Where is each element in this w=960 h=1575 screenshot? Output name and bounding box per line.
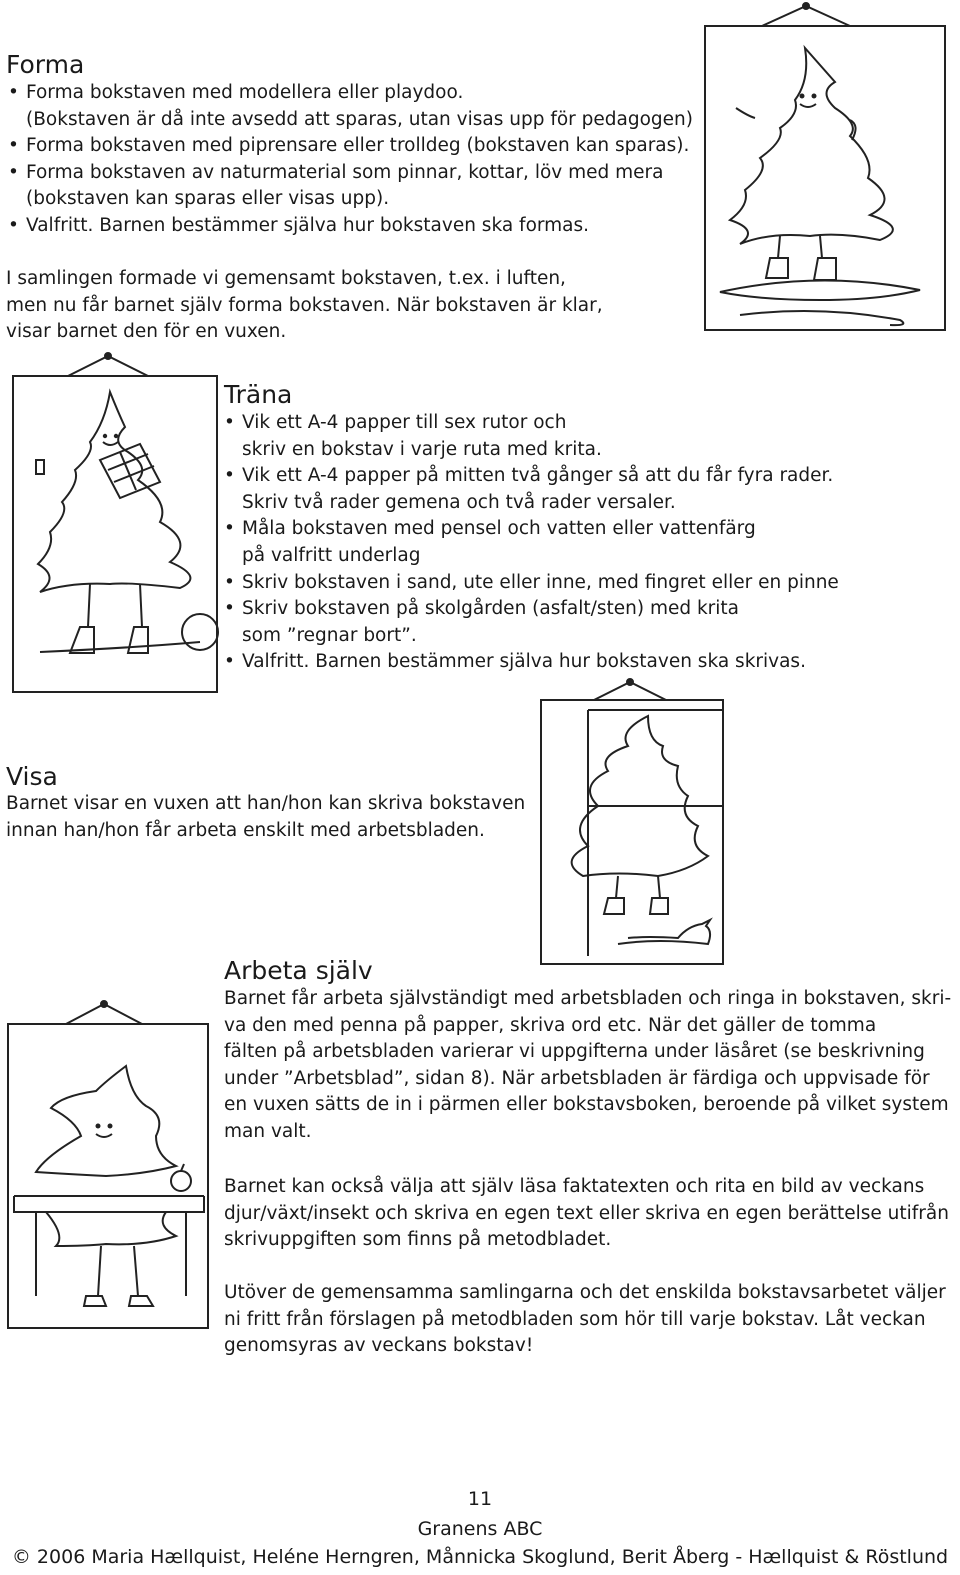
forma-item-line: (Bokstaven är då inte avsedd att sparas, utan visas upp för pedagogen) (26, 108, 693, 130)
forma-heading: Forma (6, 50, 85, 79)
trana-item-line: • Måla bokstaven med pensel och vatten eller vattenfärg (242, 518, 756, 540)
arbeta-heading: Arbeta själv (224, 956, 373, 985)
framed-tree-window-cat-icon (538, 676, 728, 970)
framed-tree-folded-paper-icon (10, 352, 222, 697)
arbeta-line: ni fritt från förslagen på metodbladen som hör till varje bokstav. Låt veckan (224, 1308, 926, 1330)
arbeta-line: skrivuppgiften som finns på metodbladet. (224, 1229, 612, 1251)
forma-note-line: I samlingen formade vi gemensamt bokstaven, t.ex. i luften, (6, 268, 566, 289)
trana-list (222, 410, 952, 676)
arbeta-line: Barnet får arbeta självständigt med arbetsbladen och ringa in bokstaven, skri- (224, 988, 952, 1009)
visa-text (6, 791, 525, 844)
copyright-line: © 2006 Maria Hællquist, Heléne Herngren, Månnicka Skoglund, Berit Åberg - Hællquist & Röstlund (11, 1546, 949, 1568)
forma-item-line: • Valfritt. Barnen bestämmer själva hur bokstaven ska formas. (26, 214, 590, 236)
trana-item-line: skriv en bokstav i varje ruta med krita. (242, 438, 602, 460)
trana-heading: Träna (224, 380, 293, 409)
trana-item (222, 570, 952, 597)
forma-note-line: visar barnet den för en vuxen. (6, 321, 287, 343)
arbeta-line: Utöver de gemensamma samlingarna och det enskilda bokstavsarbetet väljer (224, 1282, 946, 1303)
forma-item-line: • Forma bokstaven med piprensare eller trolldeg (bokstaven kan sparas). (26, 135, 690, 157)
framed-tree-desk-apple-icon (6, 996, 212, 1334)
trana-item (222, 516, 952, 569)
forma-note-line: men nu får barnet själv forma bokstaven. När bokstaven är klar, (6, 294, 603, 316)
forma-item-line: (bokstaven kan sparas eller visas upp). (26, 188, 390, 210)
arbeta-line: Barnet kan också välja att själv läsa faktatexten och rita en bild av veckans (224, 1176, 925, 1197)
trana-item-line: Skriv två rader gemena och två rader versaler. (242, 491, 676, 513)
forma-item (6, 160, 706, 213)
forma-item-line: • Forma bokstaven av naturmaterial som pinnar, kottar, löv med mera (26, 161, 664, 183)
arbeta-paragraph-2 (224, 1174, 949, 1254)
arbeta-line: man valt. (224, 1120, 312, 1142)
forma-item-line: • Forma bokstaven med modellera eller playdoo. (26, 82, 464, 103)
trana-item (222, 649, 952, 676)
trana-item-line: • Skriv bokstaven i sand, ute eller inne, med fingret eller en pinne (242, 571, 839, 593)
arbeta-line: genomsyras av veckans bokstav! (224, 1335, 534, 1357)
visa-line: Barnet visar en vuxen att han/hon kan skriva bokstaven (6, 793, 526, 814)
forma-list (6, 80, 706, 240)
arbeta-line: en vuxen sätts de in i pärmen eller bokstavsboken, beroende på vilket system (224, 1094, 949, 1116)
trana-item (222, 596, 952, 649)
arbeta-line: djur/växt/insekt och skriva en egen text eller skriva en egen berättelse utifrån (224, 1202, 949, 1224)
arbeta-line: va den med penna på papper, skriva ord etc. När det gäller de tomma (224, 1014, 877, 1036)
trana-item (222, 410, 952, 463)
trana-item-line: • Valfritt. Barnen bestämmer själva hur bokstaven ska skrivas. (242, 651, 806, 673)
trana-item-line: på valfritt underlag (242, 544, 421, 566)
forma-note (6, 266, 603, 346)
forma-item (6, 213, 706, 240)
trana-item-line: • Vik ett A-4 papper på mitten två gånger så att du får fyra rader. (242, 465, 834, 487)
visa-line: innan han/hon får arbeta enskilt med arbetsbladen. (6, 819, 485, 841)
arbeta-paragraph-1 (224, 986, 951, 1146)
arbeta-paragraph-3 (224, 1280, 946, 1360)
framed-tree-waving-icon (700, 0, 950, 335)
trana-item-line: • Skriv bokstaven på skolgården (asfalt/sten) med krita (242, 598, 740, 620)
book-title: Granens ABC (417, 1518, 543, 1540)
visa-heading: Visa (6, 762, 58, 791)
trana-item-line: som ”regnar bort”. (242, 624, 417, 646)
forma-item (6, 80, 706, 133)
page-number: 11 (467, 1488, 493, 1510)
forma-item (6, 133, 706, 160)
arbeta-line: under ”Arbetsblad”, sidan 8). När arbetsbladen är färdiga och uppvisade för (224, 1067, 930, 1089)
arbeta-line: fälten på arbetsbladen varierar vi uppgifterna under läsåret (se beskrivning (224, 1041, 925, 1063)
trana-item (222, 463, 952, 516)
trana-item-line: • Vik ett A-4 papper till sex rutor och (242, 412, 567, 433)
